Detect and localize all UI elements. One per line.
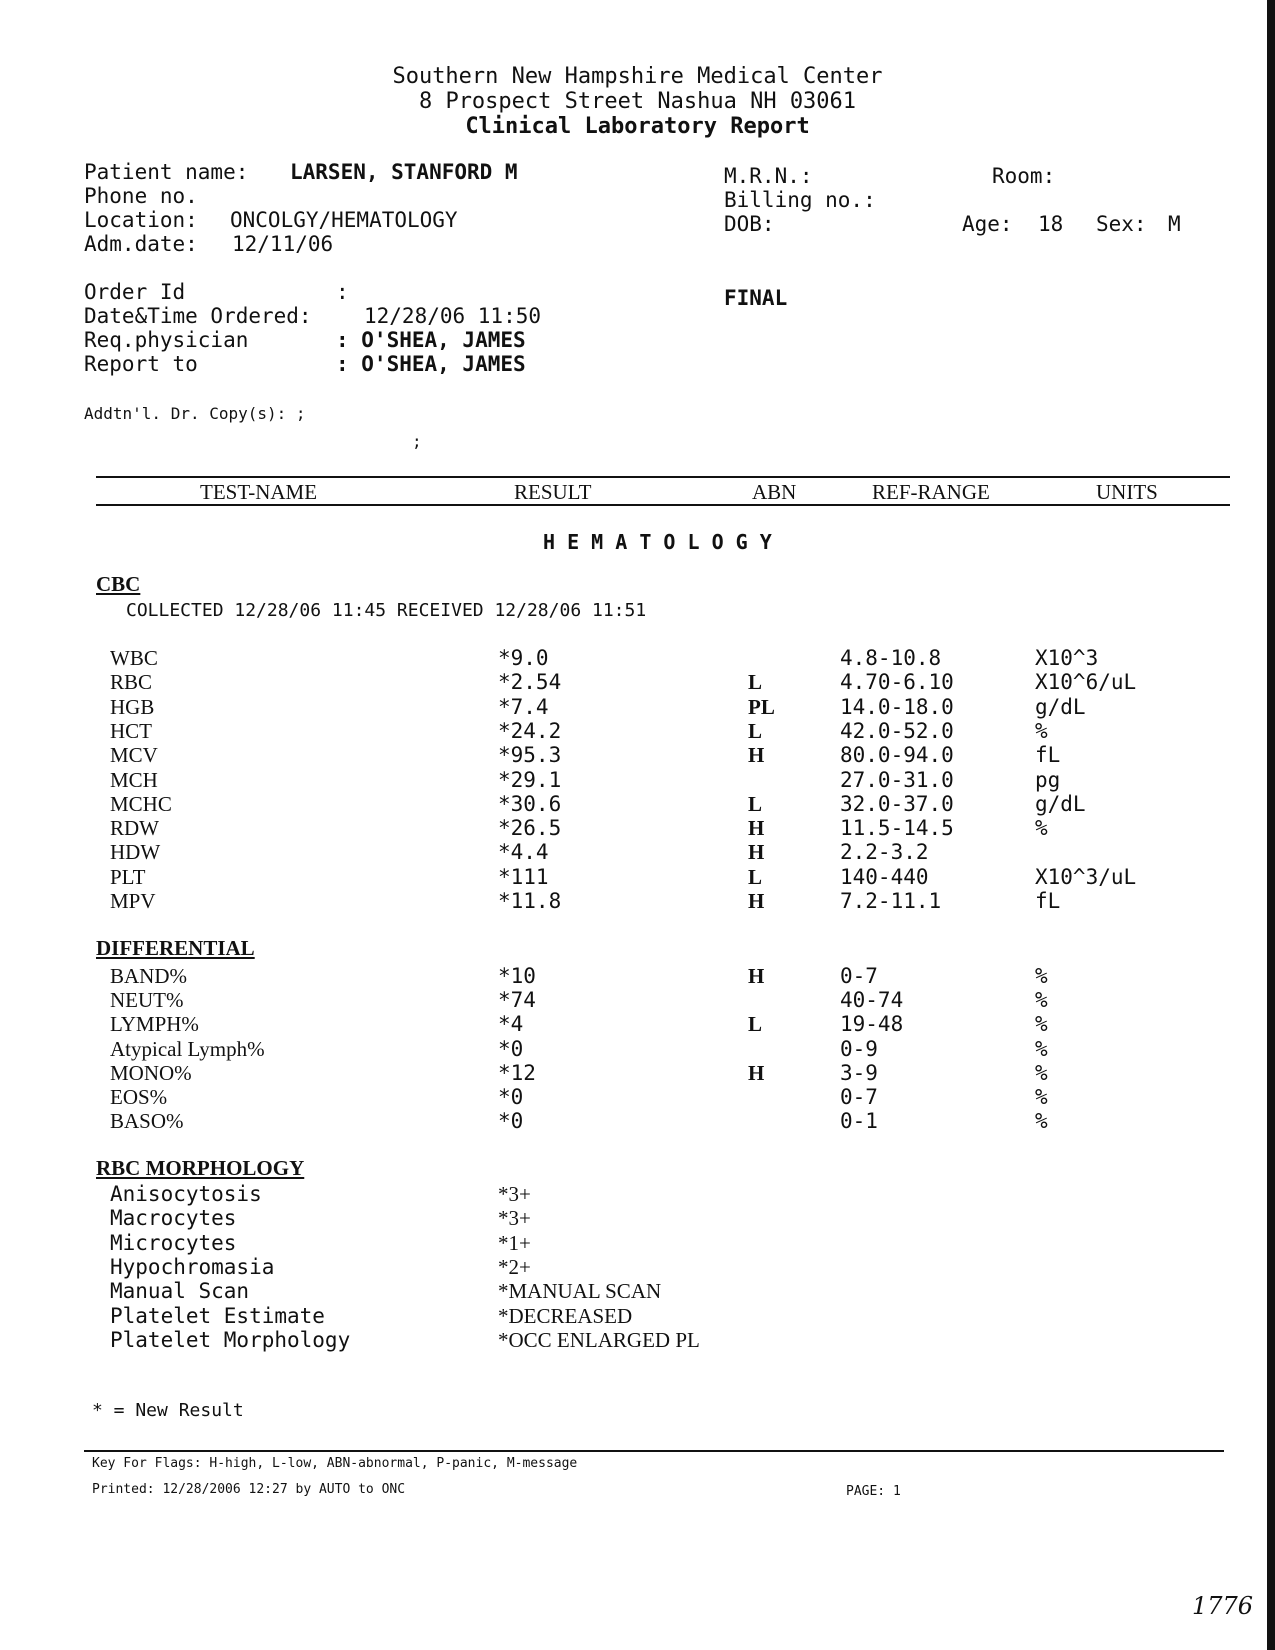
abnormal-flag-cell: L bbox=[748, 864, 763, 889]
test-name-cell: MCHC bbox=[110, 791, 172, 816]
test-name-cell: HDW bbox=[110, 840, 161, 865]
table-row bbox=[0, 719, 1275, 743]
result-cell: *12 bbox=[498, 1060, 536, 1085]
sex-label: Sex: bbox=[1096, 212, 1147, 236]
location-label: Location: bbox=[84, 208, 198, 232]
units-cell: X10^6/uL bbox=[1035, 670, 1137, 695]
table-row bbox=[0, 889, 1275, 913]
result-cell: *10 bbox=[498, 964, 536, 988]
table-row bbox=[0, 964, 1275, 988]
report-to-value: : O'SHEA, JAMES bbox=[336, 352, 526, 376]
result-cell: *2.54 bbox=[498, 670, 562, 695]
reference-range-cell: 0-9 bbox=[840, 1036, 878, 1061]
adm-date-label: Adm.date: bbox=[84, 232, 198, 256]
result-cell: *26.5 bbox=[498, 816, 562, 841]
units-cell: fL bbox=[1035, 743, 1061, 768]
units-cell: pg bbox=[1035, 767, 1061, 792]
report-header bbox=[0, 64, 1275, 139]
additional-copies: Addtn'l. Dr. Copy(s): ; bbox=[84, 404, 306, 423]
units-cell: % bbox=[1035, 816, 1048, 841]
result-cell: *95.3 bbox=[498, 743, 562, 768]
result-cell: *4.4 bbox=[498, 840, 549, 865]
reference-range-cell: 0-7 bbox=[840, 1085, 878, 1109]
test-name-cell: BAND% bbox=[110, 964, 187, 988]
test-name-cell: NEUT% bbox=[110, 988, 184, 1013]
result-cell: *DECREASED bbox=[498, 1303, 633, 1328]
reference-range-cell: 40-74 bbox=[840, 988, 904, 1013]
test-name-cell: Atypical Lymph% bbox=[110, 1036, 265, 1061]
units-cell: % bbox=[1035, 1085, 1048, 1109]
patient-name-value: LARSEN, STANFORD M bbox=[290, 160, 518, 184]
facility-name: Southern New Hampshire Medical Center bbox=[392, 64, 883, 89]
test-name-cell: MPV bbox=[110, 889, 156, 913]
reference-range-cell: 7.2-11.1 bbox=[840, 889, 942, 913]
req-physician-label: Req.physician bbox=[84, 328, 249, 352]
reference-range-cell: 32.0-37.0 bbox=[840, 791, 954, 816]
table-row bbox=[0, 1182, 1275, 1206]
table-row bbox=[0, 816, 1275, 840]
test-name-cell: RDW bbox=[110, 816, 159, 841]
flag-key: Key For Flags: H-high, L-low, ABN-abnormal, P-panic, M-message bbox=[92, 1456, 578, 1471]
report-to-label: Report to bbox=[84, 352, 198, 376]
mrn-label: M.R.N.: bbox=[724, 164, 813, 188]
table-row bbox=[0, 1328, 1275, 1352]
table-row bbox=[0, 1109, 1275, 1133]
date-ordered-label: Date&Time Ordered: bbox=[84, 304, 312, 328]
column-ref-range: REF-RANGE bbox=[872, 480, 990, 504]
abnormal-flag-cell: L bbox=[748, 718, 763, 743]
table-row bbox=[0, 768, 1275, 792]
units-cell: fL bbox=[1035, 889, 1061, 913]
phone-label: Phone no. bbox=[84, 184, 198, 208]
reference-range-cell: 0-1 bbox=[840, 1109, 878, 1134]
result-cell: *OCC ENLARGED PL bbox=[498, 1327, 700, 1352]
test-name-cell: HCT bbox=[110, 718, 152, 743]
units-cell: X10^3/uL bbox=[1035, 864, 1137, 889]
test-name-cell: LYMPH% bbox=[110, 1012, 199, 1037]
order-id-separator: : bbox=[336, 280, 349, 304]
table-row bbox=[0, 1085, 1275, 1109]
abnormal-flag-cell: H bbox=[748, 1060, 765, 1085]
report-title: Clinical Laboratory Report bbox=[465, 114, 810, 139]
units-cell: % bbox=[1035, 964, 1048, 988]
facility-address: 8 Prospect Street Nashua NH 03061 bbox=[418, 89, 857, 114]
test-name-cell: MONO% bbox=[110, 1060, 192, 1085]
units-cell: % bbox=[1035, 1036, 1048, 1061]
reference-range-cell: 4.8-10.8 bbox=[840, 646, 942, 670]
result-cell: *9.0 bbox=[498, 646, 549, 670]
result-cell: *4 bbox=[498, 1012, 524, 1037]
result-cell: *74 bbox=[498, 988, 536, 1013]
differential-section-title: DIFFERENTIAL bbox=[96, 936, 255, 960]
abnormal-flag-cell: H bbox=[748, 964, 765, 988]
new-result-legend: * = New Result bbox=[92, 1400, 244, 1421]
result-cell: *7.4 bbox=[498, 694, 549, 719]
test-name-cell: EOS% bbox=[110, 1085, 168, 1109]
table-row bbox=[0, 1061, 1275, 1085]
table-row bbox=[0, 743, 1275, 767]
abnormal-flag-cell: PL bbox=[748, 694, 775, 719]
age-label: Age: bbox=[962, 212, 1013, 236]
table-row bbox=[0, 646, 1275, 670]
table-row bbox=[0, 792, 1275, 816]
column-abn: ABN bbox=[752, 480, 797, 504]
patient-name-label: Patient name: bbox=[84, 160, 249, 184]
adm-date-value: 12/11/06 bbox=[232, 232, 334, 256]
reference-range-cell: 4.70-6.10 bbox=[840, 670, 954, 695]
abnormal-flag-cell: L bbox=[748, 791, 763, 816]
reference-range-cell: 11.5-14.5 bbox=[840, 816, 954, 841]
units-cell: X10^3 bbox=[1035, 646, 1099, 670]
test-name-cell: MCH bbox=[110, 767, 158, 792]
result-cell: *2+ bbox=[498, 1254, 531, 1279]
test-name-cell: Manual Scan bbox=[110, 1279, 250, 1304]
reference-range-cell: 14.0-18.0 bbox=[840, 694, 954, 719]
cbc-collected-info: COLLECTED 12/28/06 11:45 RECEIVED 12/28/06 11:51 bbox=[126, 600, 647, 621]
column-result: RESULT bbox=[514, 480, 592, 504]
test-name-cell: WBC bbox=[110, 646, 158, 670]
age-value: 18 bbox=[1038, 212, 1064, 236]
table-row bbox=[0, 988, 1275, 1012]
result-cell: *29.1 bbox=[498, 767, 562, 792]
test-name-cell: BASO% bbox=[110, 1109, 184, 1134]
result-cell: *24.2 bbox=[498, 718, 562, 743]
additional-copies-continuation: ; bbox=[412, 432, 422, 451]
rbc-morphology-section-title: RBC MORPHOLOGY bbox=[96, 1156, 305, 1180]
test-name-cell: MCV bbox=[110, 743, 158, 768]
units-cell: % bbox=[1035, 1109, 1048, 1134]
test-name-cell: RBC bbox=[110, 670, 153, 695]
table-row bbox=[0, 1012, 1275, 1036]
test-name-cell: HGB bbox=[110, 694, 155, 719]
handwritten-page-number: 1776 bbox=[1192, 1592, 1254, 1620]
sex-value: M bbox=[1168, 212, 1181, 236]
abnormal-flag-cell: L bbox=[748, 1012, 763, 1037]
test-name-cell: PLT bbox=[110, 864, 146, 889]
column-header-top-rule bbox=[96, 476, 1230, 478]
billing-label: Billing no.: bbox=[724, 188, 876, 212]
units-cell: % bbox=[1035, 1060, 1048, 1085]
result-cell: *30.6 bbox=[498, 791, 562, 816]
reference-range-cell: 42.0-52.0 bbox=[840, 718, 954, 743]
abnormal-flag-cell: L bbox=[748, 670, 763, 695]
test-name-cell: Hypochromasia bbox=[110, 1254, 275, 1279]
abnormal-flag-cell: H bbox=[748, 743, 765, 768]
department-title: H E M A T O L O G Y bbox=[543, 530, 772, 554]
result-cell: *0 bbox=[498, 1109, 524, 1134]
reference-range-cell: 3-9 bbox=[840, 1060, 878, 1085]
result-cell: *11.8 bbox=[498, 889, 562, 913]
units-cell: g/dL bbox=[1035, 694, 1086, 719]
abnormal-flag-cell: H bbox=[748, 840, 765, 865]
test-name-cell: Microcytes bbox=[110, 1230, 237, 1255]
test-name-cell: Platelet Estimate bbox=[110, 1303, 325, 1328]
abnormal-flag-cell: H bbox=[748, 816, 765, 841]
report-status: FINAL bbox=[724, 286, 788, 310]
table-row bbox=[0, 670, 1275, 694]
result-cell: *3+ bbox=[498, 1206, 531, 1231]
table-row bbox=[0, 1206, 1275, 1230]
reference-range-cell: 0-7 bbox=[840, 964, 878, 988]
test-name-cell: Platelet Morphology bbox=[110, 1327, 351, 1352]
table-row bbox=[0, 1231, 1275, 1255]
result-cell: *1+ bbox=[498, 1230, 531, 1255]
table-row bbox=[0, 1279, 1275, 1303]
result-cell: *111 bbox=[498, 864, 549, 889]
table-row bbox=[0, 1037, 1275, 1061]
reference-range-cell: 140-440 bbox=[840, 864, 929, 889]
reference-range-cell: 27.0-31.0 bbox=[840, 767, 954, 792]
footer-rule bbox=[84, 1450, 1224, 1452]
units-cell: % bbox=[1035, 718, 1048, 743]
table-row bbox=[0, 1255, 1275, 1279]
table-row bbox=[0, 695, 1275, 719]
table-row bbox=[0, 865, 1275, 889]
column-units: UNITS bbox=[1096, 480, 1158, 504]
result-cell: *0 bbox=[498, 1036, 524, 1061]
room-label: Room: bbox=[992, 164, 1056, 188]
test-name-cell: Macrocytes bbox=[110, 1206, 237, 1231]
printed-info: Printed: 12/28/2006 12:27 by AUTO to ONC bbox=[92, 1482, 406, 1497]
table-row bbox=[0, 840, 1275, 864]
result-cell: *0 bbox=[498, 1085, 524, 1109]
test-name-cell: Anisocytosis bbox=[110, 1182, 262, 1206]
abnormal-flag-cell: H bbox=[748, 889, 765, 913]
result-cell: *MANUAL SCAN bbox=[498, 1279, 662, 1304]
result-cell: *3+ bbox=[498, 1182, 531, 1206]
order-id-label: Order Id bbox=[84, 280, 186, 304]
units-cell: % bbox=[1035, 1012, 1048, 1037]
dob-label: DOB: bbox=[724, 212, 775, 236]
location-value: ONCOLGY/HEMATOLOGY bbox=[230, 208, 458, 232]
units-cell: % bbox=[1035, 988, 1048, 1013]
reference-range-cell: 2.2-3.2 bbox=[840, 840, 929, 865]
req-physician-value: : O'SHEA, JAMES bbox=[336, 328, 526, 352]
page-number: PAGE: 1 bbox=[846, 1484, 901, 1499]
date-ordered-value: 12/28/06 11:50 bbox=[364, 304, 542, 328]
column-test-name: TEST-NAME bbox=[200, 480, 318, 504]
table-row bbox=[0, 1304, 1275, 1328]
units-cell: g/dL bbox=[1035, 791, 1086, 816]
cbc-section-title: CBC bbox=[96, 572, 141, 596]
reference-range-cell: 80.0-94.0 bbox=[840, 743, 954, 768]
reference-range-cell: 19-48 bbox=[840, 1012, 904, 1037]
